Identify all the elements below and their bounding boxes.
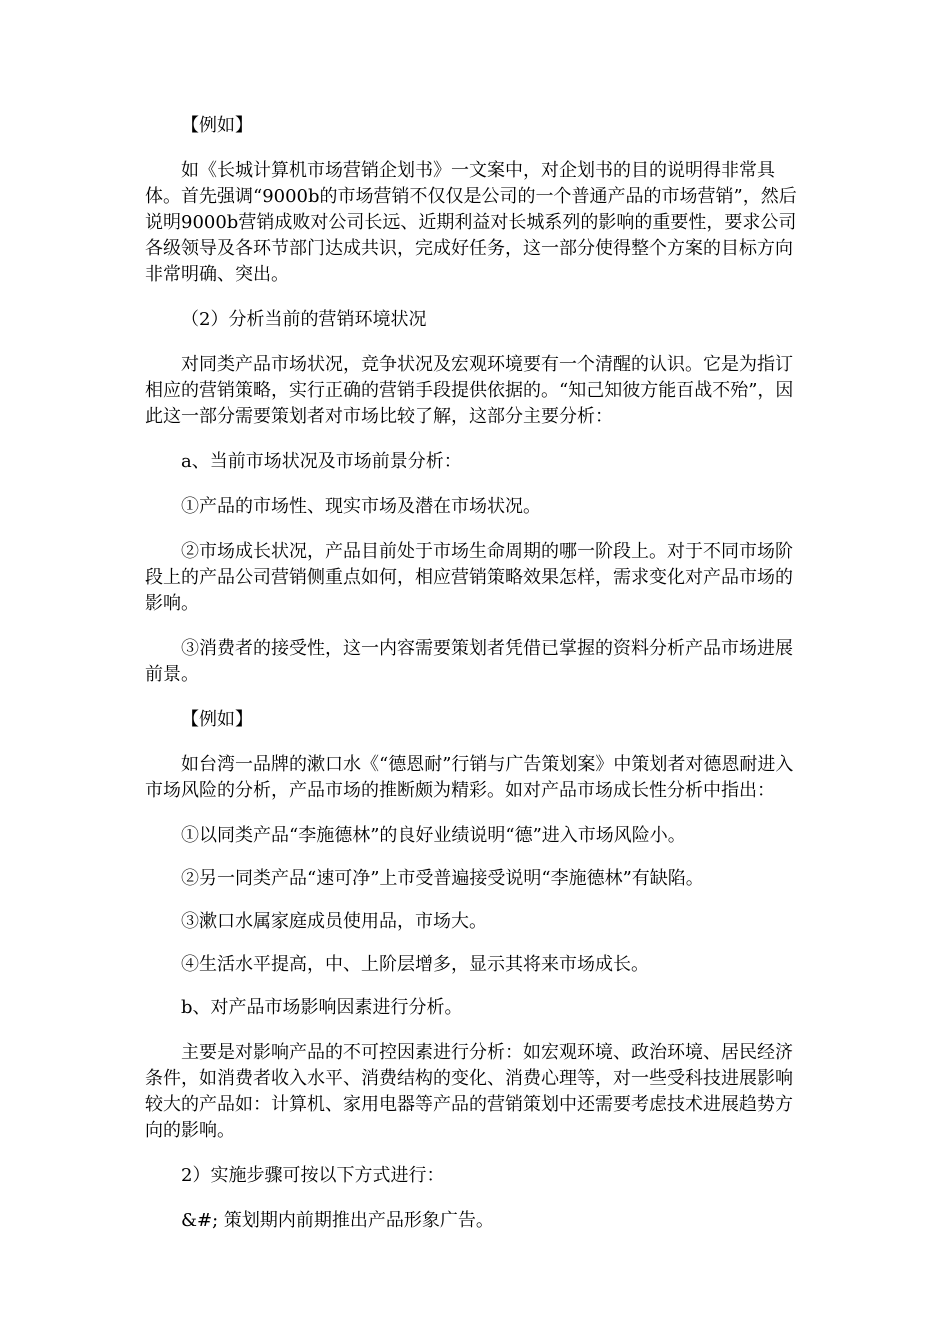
example-paragraph-1: 如《长城计算机市场营销企划书》一文案中，对企划书的目的说明得非常具体。首先强调“9000b的市场营销不仅仅是公司的一个普通产品的市场营销”，然后说明9000b营销成败对公司长远、近期利益对长城系列的影响的重要性，要求公司各级领导及各环节部门达成共识，完成好任务，这一部分使得整个方案的目标方向非常明确、突出。 [145,160,797,285]
environment-paragraph: 对同类产品市场状况，竞争状况及宏观环境要有一个清醒的认识。它是为指订相应的营销策略，实行正确的营销手段提供依据的。“知己知彼方能百战不殆”，因此这一部分需要策划者对市场比较了解，这部分主要分析： [145,354,794,427]
example-paragraph-2: 如台湾一品牌的漱口水《“德恩耐”行销与广告策划案》中策划者对德恩耐进入市场风险的分析，产品市场的推断颇为精彩。如对产品市场成长性分析中指出： [145,754,794,801]
factors-paragraph: 主要是对影响产品的不可控因素进行分析：如宏观环境、政治环境、居民经济条件，如消费者收入水平、消费结构的变化、消费心理等，对一些受科技进展影响较大的产品如：计算机、家用电器等产品的营销策划中还需要考虑技术进展趋势方向的影响。 [145,1042,793,1141]
example-heading-1: 【例如】 [181,115,253,136]
steps-heading: 2）实施步骤可按以下方式进行： [181,1165,445,1186]
example-point-4: ④生活水平提高，中、上阶层增多，显示其将来市场成长。 [181,954,649,975]
list-item-2: ②市场成长状况，产品目前处于市场生命周期的哪一阶段上。对于不同市场阶段上的产品公司营销侧重点如何，相应营销策略效果怎样，需求变化对产品市场的影响。 [145,541,793,614]
subsection-b: b、对产品市场影响因素进行分析。 [181,997,463,1018]
step-item-1: &#; 策划期内前期推出产品形象广告。 [181,1210,494,1231]
list-item-1: ①产品的市场性、现实市场及潜在市场状况。 [181,496,541,517]
example-point-3: ③漱口水属家庭成员使用品，市场大。 [181,911,487,932]
example-point-1: ①以同类产品“李施德林”的良好业绩说明“德”进入市场风险小。 [181,825,686,846]
example-point-2: ②另一同类产品“速可净”上市受普遍接受说明“李施德林”有缺陷。 [181,868,704,889]
document-page [145,113,805,1253]
subsection-a: a、当前市场状况及市场前景分析： [181,451,462,472]
list-item-3: ③消费者的接受性，这一内容需要策划者凭借已掌握的资料分析产品市场进展前景。 [145,638,793,685]
example-heading-2: 【例如】 [181,709,253,730]
section-heading-2: （2）分析当前的营销环境状况 [181,309,427,330]
